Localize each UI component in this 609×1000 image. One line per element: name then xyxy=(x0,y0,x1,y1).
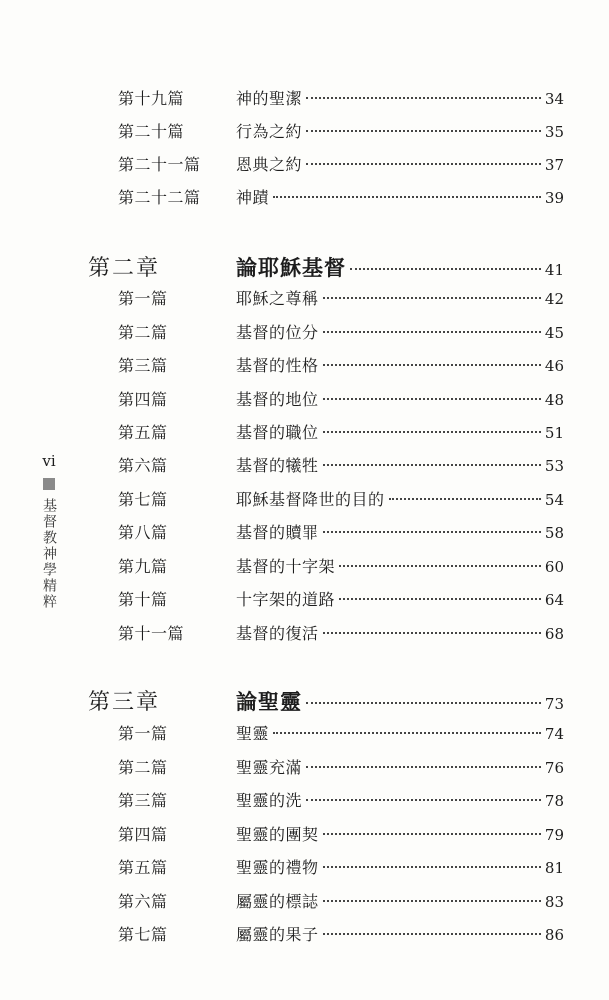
toc-entry[interactable] xyxy=(118,788,564,814)
dot-leader xyxy=(323,331,541,333)
section-number: 第五篇 xyxy=(118,858,168,877)
toc-entry[interactable] xyxy=(118,420,564,446)
section-title: 行為之約 xyxy=(236,122,303,141)
dot-leader xyxy=(323,464,541,466)
section-title: 基督的職位 xyxy=(236,423,319,442)
dot-leader xyxy=(389,498,541,500)
side-tab xyxy=(38,452,60,610)
section-title: 神的聖潔 xyxy=(236,89,303,108)
page-ref: 46 xyxy=(544,357,564,375)
section-number: 第三篇 xyxy=(118,791,168,810)
toc-entry[interactable] xyxy=(118,387,564,413)
page-ref: 68 xyxy=(544,625,564,643)
dot-leader xyxy=(323,632,541,634)
section-title: 聖靈的洗 xyxy=(236,791,303,810)
page-ref: 54 xyxy=(544,491,564,509)
dot-leader xyxy=(323,866,541,868)
dot-leader xyxy=(323,531,541,533)
section-number: 第九篇 xyxy=(118,557,168,576)
section-number: 第六篇 xyxy=(118,892,168,911)
section-number: 第二十篇 xyxy=(118,122,185,141)
toc-entry[interactable] xyxy=(118,119,564,145)
page-ref: 81 xyxy=(544,859,564,877)
chapter-number: 第二章 xyxy=(88,256,161,281)
toc-entry[interactable] xyxy=(118,554,564,580)
toc-entry[interactable] xyxy=(118,520,564,546)
dot-leader xyxy=(306,766,541,768)
page-ref: 45 xyxy=(544,324,564,342)
page-ref: 73 xyxy=(544,695,564,713)
section-title: 恩典之約 xyxy=(236,155,303,174)
section-title: 聖靈充滿 xyxy=(236,758,303,777)
dot-leader xyxy=(323,900,541,902)
section-number: 第一篇 xyxy=(118,289,168,308)
page-ref: 35 xyxy=(544,123,564,141)
dot-leader xyxy=(306,799,541,801)
section-title: 聖靈的團契 xyxy=(236,825,319,844)
dot-leader xyxy=(339,598,541,600)
chapter-title: 論耶穌基督 xyxy=(236,256,346,280)
section-title: 神蹟 xyxy=(236,188,270,207)
toc-entry[interactable] xyxy=(118,86,564,112)
section-title: 基督的性格 xyxy=(236,356,319,375)
chapter-heading[interactable] xyxy=(88,252,564,284)
section-number: 第十一篇 xyxy=(118,624,185,643)
toc-entry[interactable] xyxy=(118,621,564,647)
section-number: 第八篇 xyxy=(118,523,168,542)
toc-entry[interactable] xyxy=(118,152,564,178)
dot-leader xyxy=(306,97,541,99)
page-ref: 79 xyxy=(544,826,564,844)
section-number: 第四篇 xyxy=(118,390,168,409)
page-ref: 34 xyxy=(544,90,564,108)
page-ref: 39 xyxy=(544,189,564,207)
section-title: 耶穌之尊稱 xyxy=(236,289,319,308)
toc-entry[interactable] xyxy=(118,286,564,312)
page-number: vi xyxy=(42,452,56,470)
section-title: 基督的地位 xyxy=(236,390,319,409)
page-ref: 42 xyxy=(544,290,564,308)
page-ref: 37 xyxy=(544,156,564,174)
section-number: 第二十一篇 xyxy=(118,155,201,174)
dot-leader xyxy=(306,702,541,704)
toc-entry[interactable] xyxy=(118,721,564,747)
dot-leader xyxy=(323,297,541,299)
toc-entry[interactable] xyxy=(118,922,564,948)
section-number: 第十九篇 xyxy=(118,89,185,108)
toc-entry[interactable] xyxy=(118,755,564,781)
chapter-title: 論聖靈 xyxy=(236,690,302,714)
page-ref: 48 xyxy=(544,391,564,409)
page-ref: 41 xyxy=(544,261,564,279)
dot-leader xyxy=(339,565,541,567)
section-title: 基督的贖罪 xyxy=(236,523,319,542)
toc-entry[interactable] xyxy=(118,822,564,848)
page-ref: 58 xyxy=(544,524,564,542)
tab-marker-square xyxy=(43,478,55,490)
toc-entry[interactable] xyxy=(118,185,564,211)
dot-leader xyxy=(273,732,541,734)
section-number: 第二篇 xyxy=(118,323,168,342)
page-ref: 78 xyxy=(544,792,564,810)
toc-entry[interactable] xyxy=(118,487,564,513)
dot-leader xyxy=(323,398,541,400)
section-title: 基督的十字架 xyxy=(236,557,336,576)
dot-leader xyxy=(323,933,541,935)
section-title: 基督的犧牲 xyxy=(236,456,319,475)
section-title: 基督的復活 xyxy=(236,624,319,643)
book-title: 基督教神學精粹 xyxy=(41,498,57,610)
toc-entry[interactable] xyxy=(118,855,564,881)
chapter-number: 第三章 xyxy=(88,690,161,715)
page-ref: 74 xyxy=(544,725,564,743)
toc-entry[interactable] xyxy=(118,453,564,479)
dot-leader xyxy=(306,163,541,165)
dot-leader xyxy=(323,431,541,433)
section-number: 第十篇 xyxy=(118,590,168,609)
page-ref: 53 xyxy=(544,457,564,475)
page-ref: 86 xyxy=(544,926,564,944)
section-title: 聖靈的禮物 xyxy=(236,858,319,877)
toc-entry[interactable] xyxy=(118,587,564,613)
section-title: 十字架的道路 xyxy=(236,590,336,609)
section-number: 第六篇 xyxy=(118,456,168,475)
section-number: 第二篇 xyxy=(118,758,168,777)
page-ref: 83 xyxy=(544,893,564,911)
dot-leader xyxy=(323,364,541,366)
page-ref: 64 xyxy=(544,591,564,609)
page-ref: 60 xyxy=(544,558,564,576)
toc-entry[interactable] xyxy=(118,889,564,915)
dot-leader xyxy=(323,833,541,835)
section-title: 屬靈的果子 xyxy=(236,925,319,944)
section-number: 第七篇 xyxy=(118,925,168,944)
section-title: 基督的位分 xyxy=(236,323,319,342)
section-number: 第五篇 xyxy=(118,423,168,442)
section-number: 第一篇 xyxy=(118,724,168,743)
section-number: 第二十二篇 xyxy=(118,188,201,207)
section-number: 第七篇 xyxy=(118,490,168,509)
dot-leader xyxy=(273,196,541,198)
page-ref: 76 xyxy=(544,759,564,777)
toc-entry[interactable] xyxy=(118,353,564,379)
chapter-heading[interactable] xyxy=(88,686,564,718)
section-title: 耶穌基督降世的目的 xyxy=(236,490,385,509)
section-title: 屬靈的標誌 xyxy=(236,892,319,911)
toc-entry[interactable] xyxy=(118,320,564,346)
section-number: 第四篇 xyxy=(118,825,168,844)
dot-leader xyxy=(350,268,541,270)
section-number: 第三篇 xyxy=(118,356,168,375)
dot-leader xyxy=(306,130,541,132)
section-title: 聖靈 xyxy=(236,724,270,743)
page-ref: 51 xyxy=(544,424,564,442)
